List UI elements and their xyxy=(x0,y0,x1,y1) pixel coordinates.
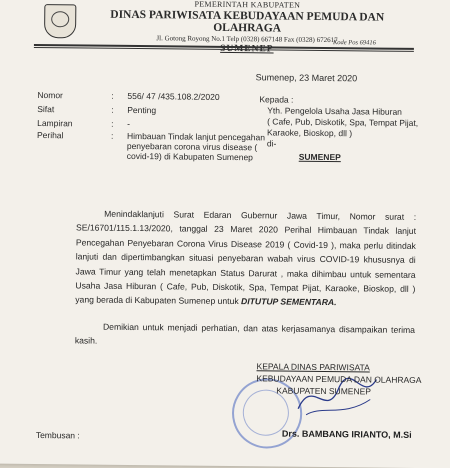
letter-body xyxy=(75,206,416,351)
nomor-value: 556/ 47 /435.108.2/2020 xyxy=(127,90,220,102)
recipient-label: Kepada : xyxy=(259,94,294,105)
signature-title-2: KEBUDAYAAN PEMUDA DAN OLAHRAGA xyxy=(256,373,422,386)
body-paragraph-2: Demikian untuk menjadi perhatian, dan atas kerjasamanya disampaikan terima kasih. xyxy=(74,321,416,346)
recipient-place: SUMENEP xyxy=(298,151,341,163)
recipient-block xyxy=(259,94,450,164)
signatory-name: Drs. BAMBANG IRIANTO, M.Si xyxy=(281,428,412,440)
signature-title-1: KEPALA DINAS PARIWISATA xyxy=(256,361,370,373)
recipient-line2: ( Cafe, Pub, Diskotik, Spa, Tempat Pijat, Karaoke, Bioskop, dll ) xyxy=(266,116,419,139)
recipient-di: di- xyxy=(266,138,277,149)
letterhead-address: Jl. Gotong Royong No.1 Telp (0328) 667148 Fax (0328) 672617 xyxy=(156,34,338,45)
body-paragraph-1 xyxy=(75,206,416,310)
recipient-line1: Yth. Pengelola Usaha Jasa Hiburan xyxy=(267,105,402,117)
signature-block xyxy=(256,360,446,398)
letterhead-office: DINAS PARIWISATA KEBUDAYAAN PEMUDA DAN OLAHRAGA xyxy=(110,8,385,35)
letterhead-government: PEMERINTAH KABUPATEN xyxy=(194,0,301,10)
cc-label: Tembusan : xyxy=(35,429,80,441)
postcode: Kode Pos 69416 xyxy=(332,39,376,47)
nomor-colon: : xyxy=(111,90,114,101)
nomor-label: Nomor xyxy=(37,89,63,101)
sifat-label: Sifat xyxy=(37,103,55,115)
lampiran-colon: : xyxy=(111,118,114,129)
perihal-colon: : xyxy=(110,130,114,141)
signature-title-3: KABUPATEN SUMENEP xyxy=(276,385,372,397)
lampiran-value: - xyxy=(127,118,131,129)
perihal-value: Himbauan Tindak lanjut pencegahan penyebaran corona virus disease ( covid-19) di Kabupaten Sumenep xyxy=(126,130,266,163)
sifat-value: Penting xyxy=(127,104,157,116)
regency-emblem-icon xyxy=(44,4,76,38)
body-emphasis: DITUTUP SEMENTARA. xyxy=(241,296,337,308)
body-paragraph-1-text: Menindaklanjuti Surat Edaran Gubernur Jawa Timur, Nomor surat : SE/16701/115.1.13/2020, tanggal 23 Maret 2020 Perihal Himbauan Tindak lanjut Pencegahan Penyebaran Corona Virus Disease 2019 ( Covid-19 ), maka perlu ditindak lanjuti dan dipertimbangkan situasi penyebaran wabah virus COVID-19 khususnya di Jawa Timur yang telah menetapkan Status Darurat , maka dihimbau untuk sementara Usaha Jasa Hiburan ( Cafe, Pub, Diskotik, Spa, Tempat Pijat, Karaoke, Bioskop, dll ) yang berada di Kabupaten Sumenep untuk xyxy=(75,208,417,307)
perihal-label: Perihal xyxy=(36,129,64,141)
lampiran-label: Lampiran xyxy=(37,117,73,129)
sifat-colon: : xyxy=(111,104,114,115)
letter-date: Sumenep, 23 Maret 2020 xyxy=(255,72,358,84)
